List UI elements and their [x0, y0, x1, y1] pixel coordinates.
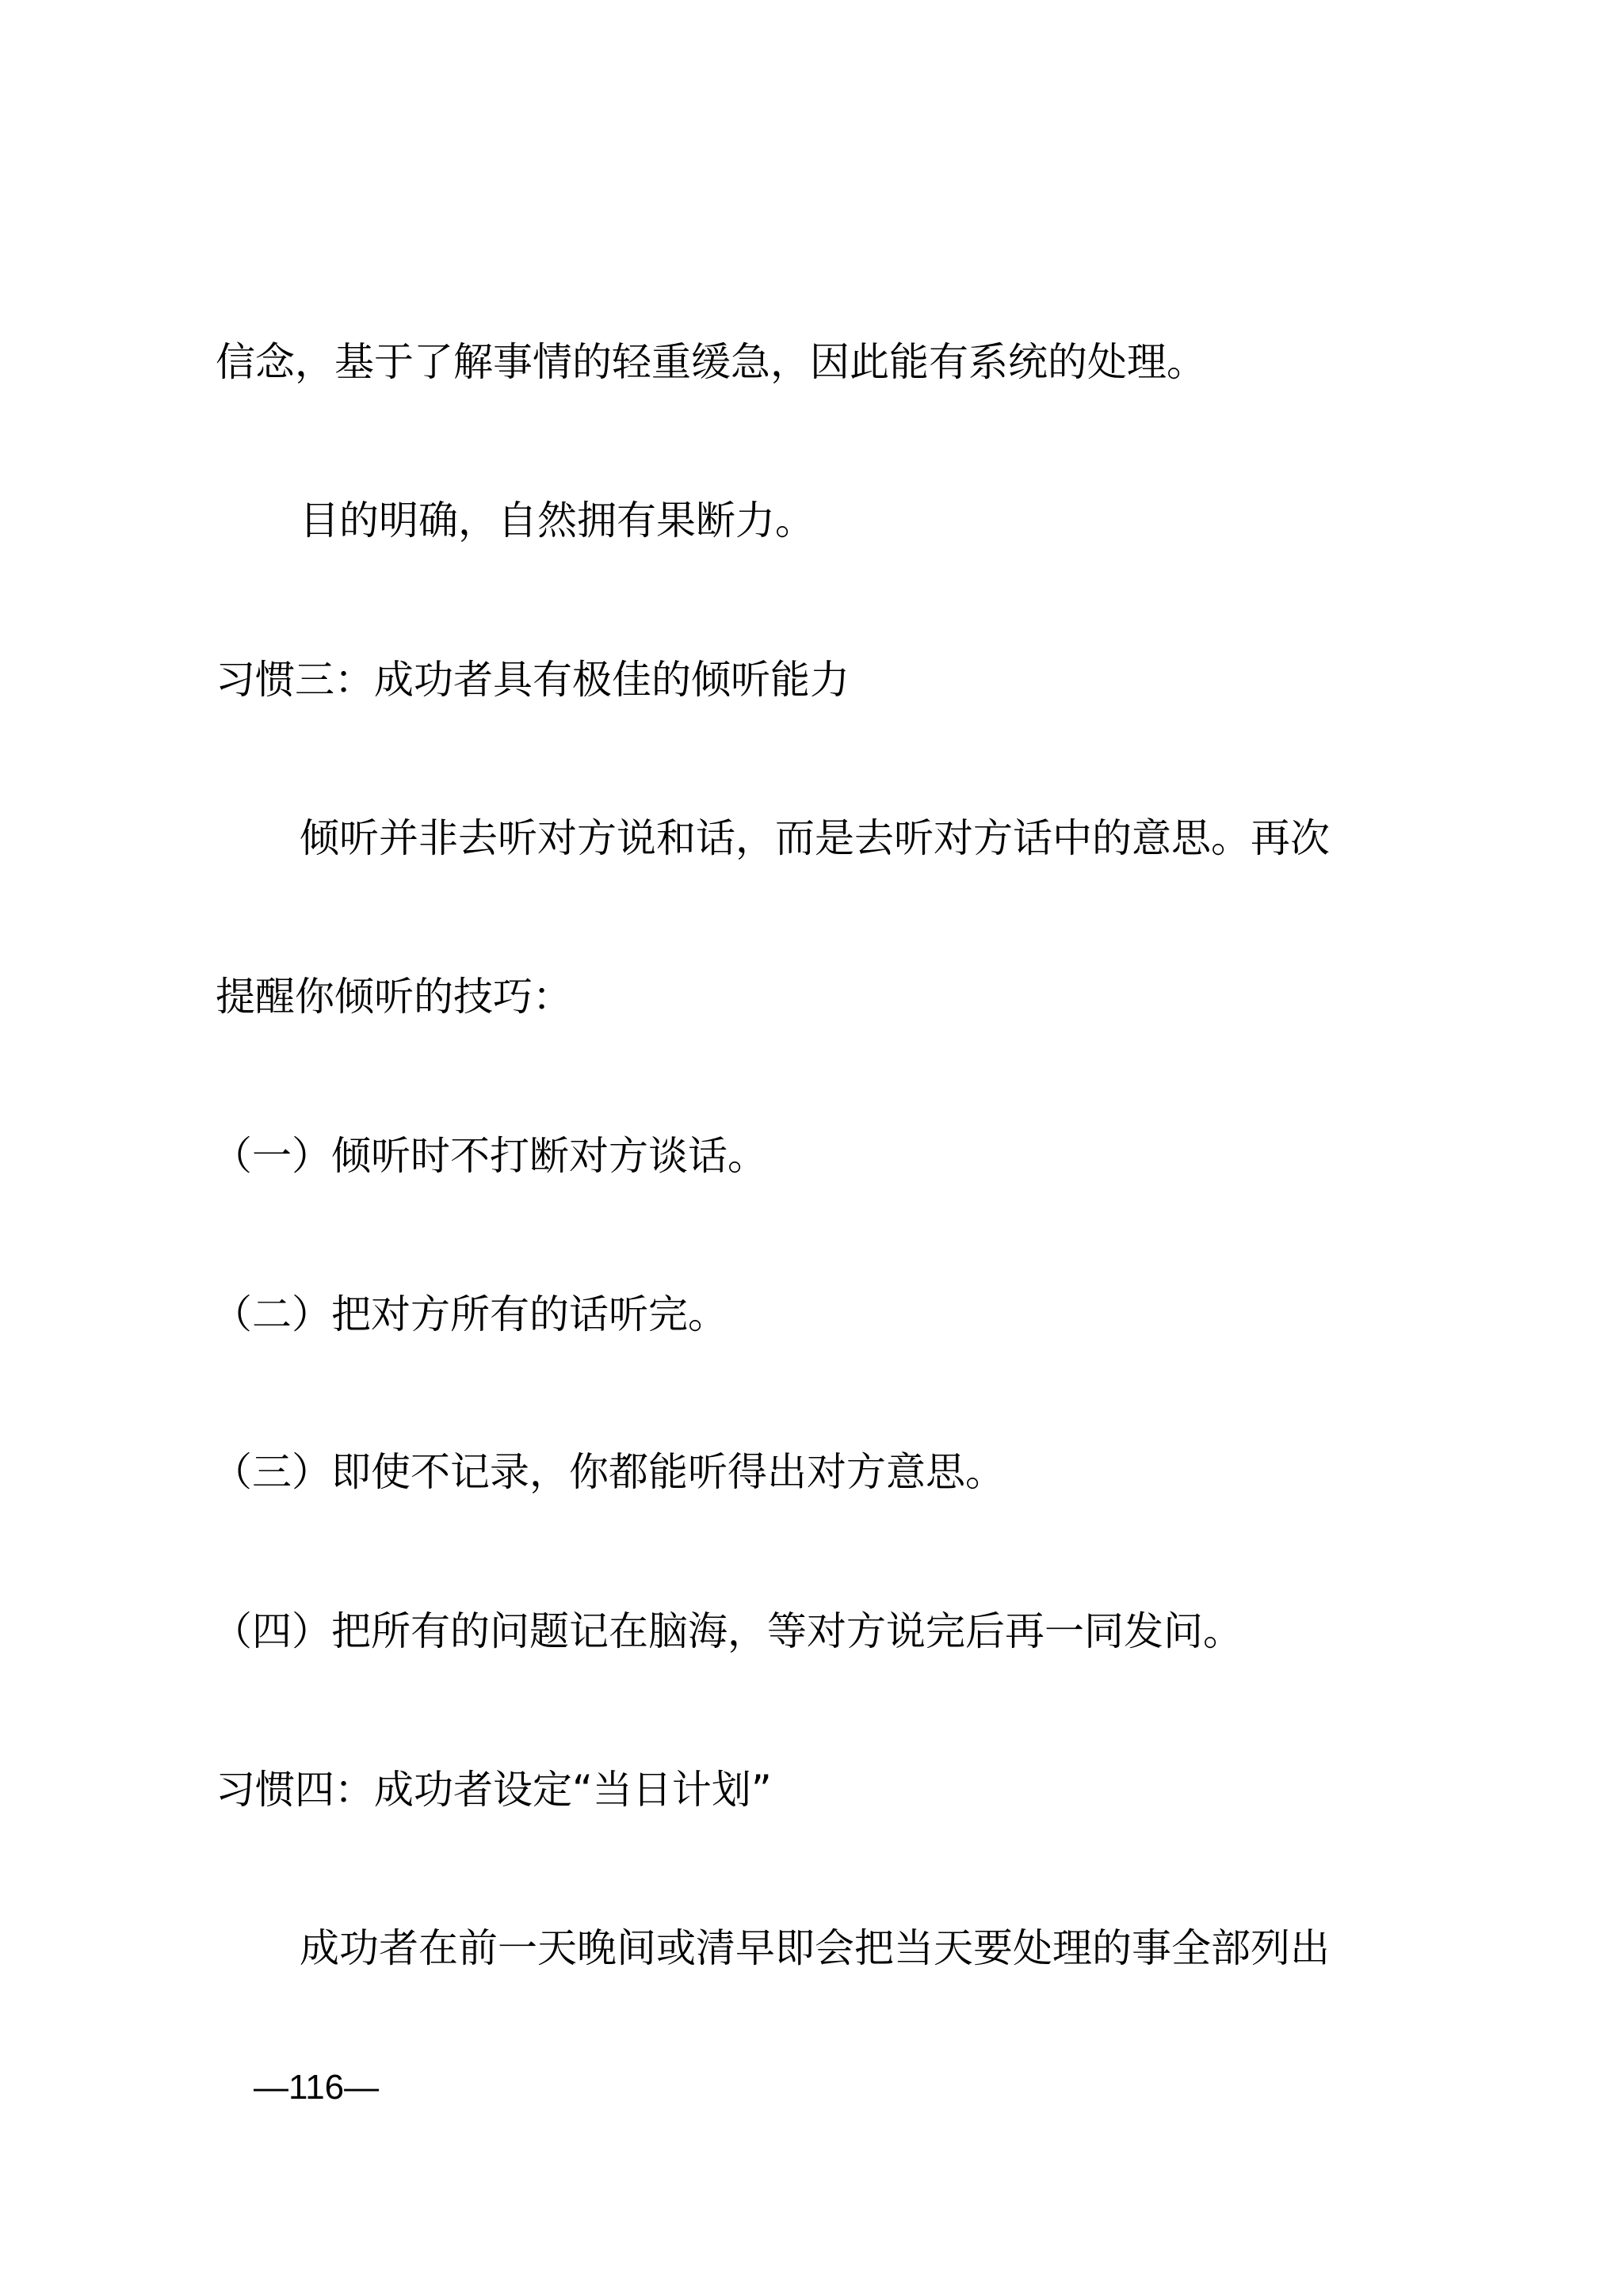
list-item: （四）把所有的问题记在脑海，等对方说完后再一同发问。 [212, 1608, 1243, 1654]
list-item: （一）倾听时不打断对方谈话。 [212, 1133, 767, 1179]
paragraph: 成功者在前一天晚间或清早即会把当天要处理的事全部列出 [300, 1925, 1330, 1971]
page-number: —116— [254, 2068, 380, 2107]
section-heading-habit-four: 习惯四：成功者设定“当日计划” [216, 1767, 772, 1813]
list-item: （三）即使不记录，你都能听得出对方意思。 [212, 1449, 1005, 1495]
paragraph: 目的明确，自然拥有果断力。 [300, 498, 815, 543]
paragraph-continuation: 信念，基于了解事情的轻重缓急，因此能有系统的处理。 [216, 339, 1206, 385]
section-heading-habit-three: 习惯三：成功者具有极佳的倾听能力 [216, 657, 850, 703]
paragraph-continuation: 提醒你倾听的技巧： [216, 974, 572, 1020]
list-item: （二）把对方所有的话听完。 [212, 1291, 727, 1337]
paragraph: 倾听并非去听对方说和话，而是去听对方话中的意思。再次 [300, 815, 1330, 861]
